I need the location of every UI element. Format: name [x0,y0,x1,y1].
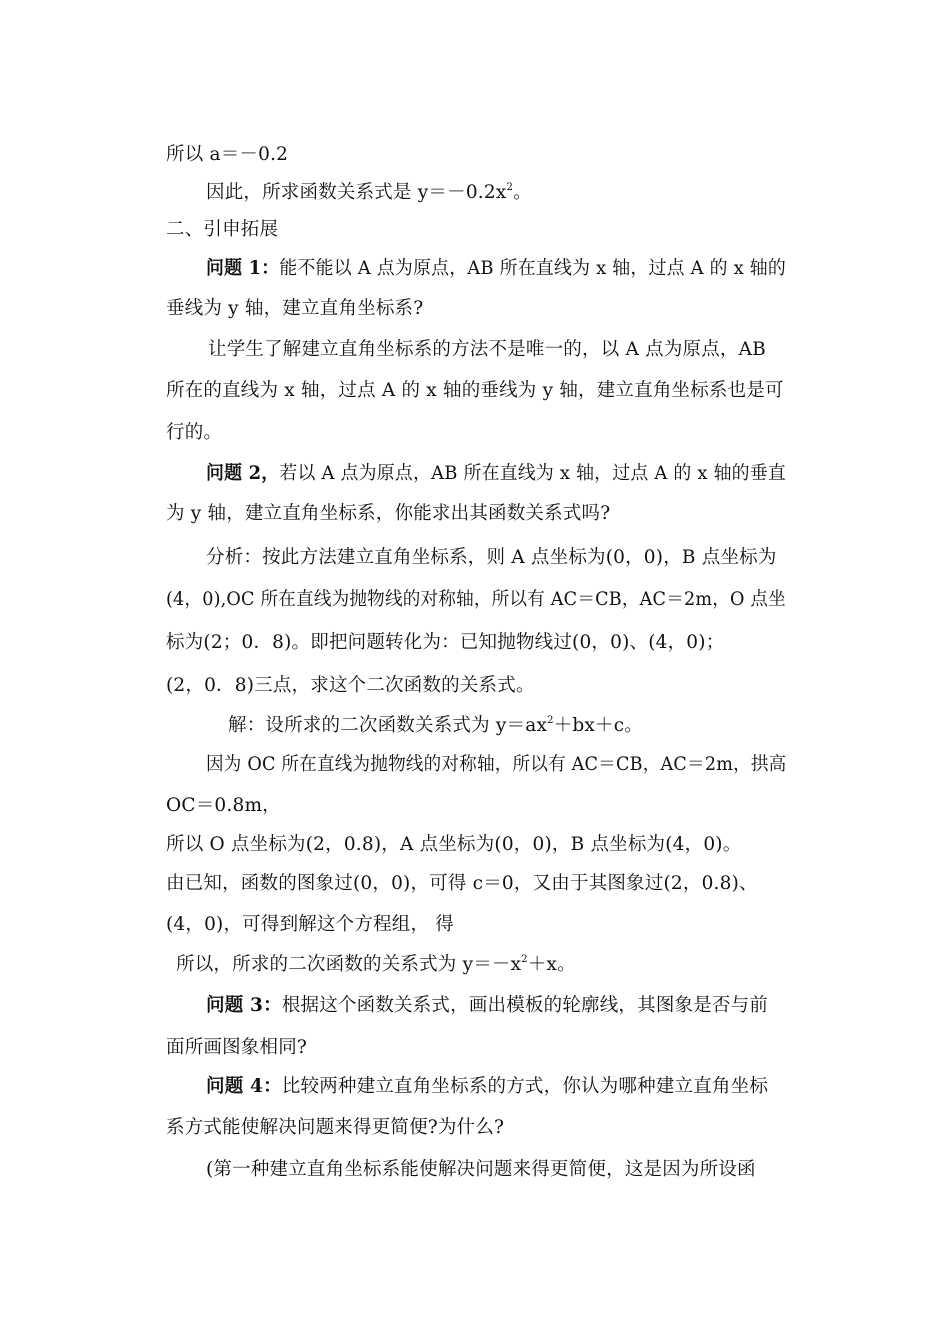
text-line: 为 y 轴，建立直角坐标系，你能求出其函数关系式吗? [166,503,611,524]
text-line: 所以，所求的二次函数的关系式为 $y=-x^2+x$。 [176,953,576,975]
text-line: (4，0),OC 所在直线为抛物线的对称轴，所以有 AC＝CB，AC＝2m，O 点坐 [166,589,786,610]
text-line: 标为(2；0．8)。即把问题转化为：已知抛物线过(0，0)、(4，0)； [166,632,725,653]
question-line: 问题 1：能不能以 A 点为原点，AB 所在直线为 x 轴，过点 A 的 x 轴的 [206,258,787,279]
text-line: 因为 OC 所在直线为抛物线的对称轴，所以有 AC＝CB，AC＝2m，拱高 [206,754,787,775]
text-line: 所以 O 点坐标为(2，0.8)，A 点坐标为(0，0)，B 点坐标为(4，0)。 [166,834,742,855]
text-line: (第一种建立直角坐标系能使解决问题来得更简便，这是因为所设函 [206,1159,756,1180]
text-line: 所以 a＝－0.2 [166,144,289,165]
text-line: 因此，所求函数关系式是 $y=-0.2x^2$。 [206,181,532,203]
text-line: 系方式能使解决问题来得更简便?为什么? [166,1117,505,1138]
question-label: 问题 2， [206,463,280,484]
text-line: 由已知，函数的图象过(0，0)，可得 c＝0，又由于其图象过(2，0.8)、 [166,873,758,894]
text-line: 所在的直线为 x 轴，过点 A 的 x 轴的垂线为 y 轴，建立直角坐标系也是可 [166,380,784,401]
text-line: OC＝0.8m， [166,795,281,816]
text-line: 让学生了解建立直角坐标系的方法不是唯一的，以 A 点为原点，AB [208,339,766,360]
question-line: 问题 4：比较两种建立直角坐标系的方式，你认为哪种建立直角坐标 [206,1076,769,1097]
text-line: 解：设所求的二次函数关系式为 $y=ax^2+bx+c$。 [228,714,644,736]
text-line: 面所画图象相同? [166,1037,308,1058]
text-line: 行的。 [166,422,223,443]
text-line: (2，0．8)三点，求这个二次函数的关系式。 [166,675,535,696]
question-label: 问题 3： [206,995,282,1016]
text-line: (4，0)，可得到解这个方程组， 得 [166,914,454,935]
text-line: 垂线为 y 轴，建立直角坐标系? [166,298,424,319]
question-label: 问题 1： [206,258,280,279]
question-line: 问题 2，若以 A 点为原点，AB 所在直线为 x 轴，过点 A 的 x 轴的垂直 [206,463,787,484]
question-line: 问题 3：根据这个函数关系式，画出模板的轮廓线，其图象是否与前 [206,995,769,1016]
text-line: 分析：按此方法建立直角坐标系，则 A 点坐标为(0，0)，B 点坐标为 [206,547,777,568]
section-heading: 二、引申拓展 [166,219,279,240]
question-label: 问题 4： [206,1076,282,1097]
